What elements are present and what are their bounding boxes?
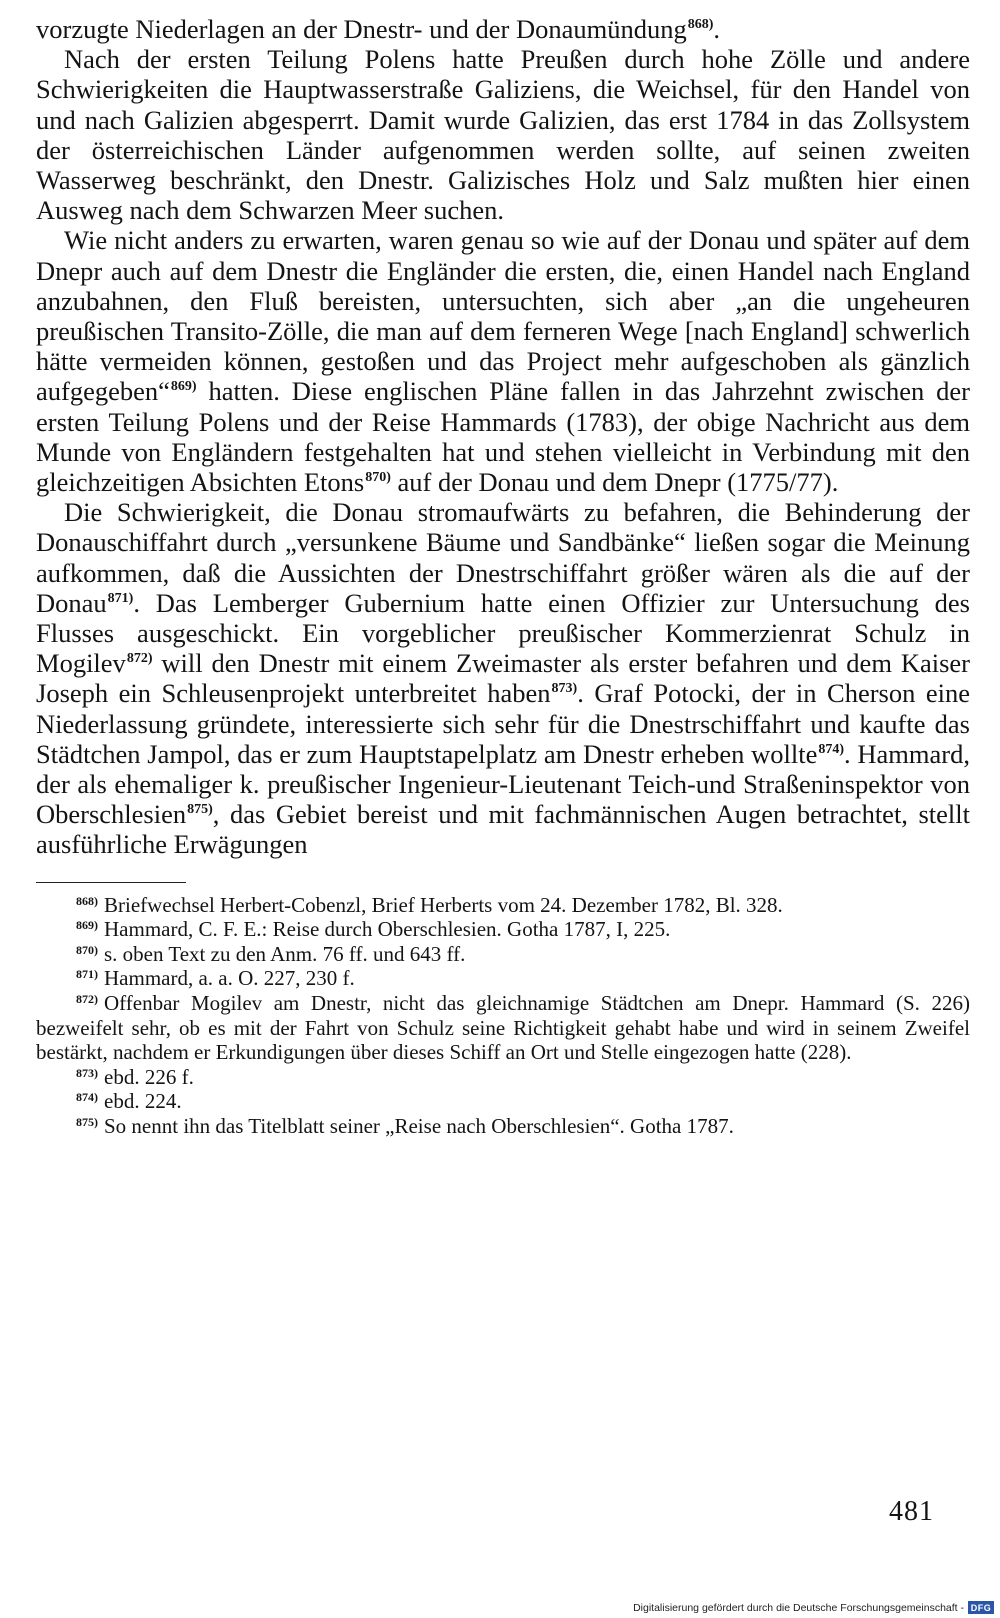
footnote-reference[interactable]: 870) <box>365 470 391 486</box>
footnote-text: Hammard, C. F. E.: Reise durch Oberschlesien. Gotha 1787, I, 225. <box>104 917 671 942</box>
footnote-reference[interactable]: 869) <box>170 379 197 395</box>
footnote-text: s. oben Text zu den Anm. 76 ff. und 643 ff. <box>104 941 466 966</box>
footnotes <box>36 893 970 1139</box>
footnote <box>36 1114 970 1139</box>
footnote <box>36 966 970 991</box>
body-text-segment: . <box>713 14 721 44</box>
footnote-reference[interactable]: 871) <box>107 590 134 606</box>
funding-note <box>633 1601 994 1614</box>
footnote <box>36 1089 970 1114</box>
body-text-segment: . Graf Potocki, der in Cherson eine Niederlassung gründete, interessierte sich sehr für die Dnestrschiffahrt und kaufte das Städtchen Jampol, das er zum Hauptstapelplatz am Dnestr erheben wollte <box>36 678 970 769</box>
footnote-text: Briefwechsel Herbert-Cobenzl, Brief Herberts vom 24. Dezember 1782, Bl. 328. <box>104 892 783 917</box>
footnote-number: 871) <box>76 967 98 982</box>
footnote-text: Hammard, a. a. O. 227, 230 f. <box>104 966 355 991</box>
dfg-logo-icon: DFG <box>968 1601 994 1614</box>
body-paragraph <box>36 225 970 497</box>
body-text-segment: vorzugte Niederlagen an der Dnestr- und der Donaumündung <box>36 14 687 44</box>
body-text-segment: . Das Lemberger Gubernium hatte einen Offizier zur Untersuchung des Flusses ausgeschickt. Ein vorgeblicher preußischer Kommerzienrat Schulz in Mogilev <box>36 587 970 679</box>
footnote-reference[interactable]: 872) <box>126 651 153 667</box>
footnote-text: Offenbar Mogilev am Dnestr, nicht das gleichnamige Städtchen am Dnepr. Hammard (S. 226) bezweifelt sehr, ob es mit der Fahrt von Schulz seine Richtigkeit gehabt habe und wird in seinem Zweifel bestärkt, nachdem er Erkundigungen über dieses Schiff an Ort und Stelle eingezogen hatte (228). <box>36 991 970 1065</box>
body-text-segment: . Hammard, der als ehemaliger k. preußischer Ingenieur-Lieutenant Teich-und Straßeninspektor von Oberschlesien <box>36 738 970 830</box>
body-paragraph <box>36 44 970 225</box>
body-text-segment: hatten. Diese englischen Pläne fallen in das Jahrzehnt zwischen der ersten Teilung Polens und der Reise Hammards (1783), der obige Nachricht aus dem Munde von Engländern festgehalten hat und stehen vielleicht in Verbindung mit den gleichzeitigen Absichten Etons <box>36 376 970 498</box>
footnote-text: So nennt ihn das Titelblatt seiner „Reise nach Oberschlesien“. Gotha 1787. <box>104 1114 734 1139</box>
footnote <box>36 893 970 918</box>
footnote <box>36 917 970 942</box>
footnote-reference[interactable]: 873) <box>551 681 578 697</box>
body-paragraph <box>36 497 970 859</box>
footnote-number: 869) <box>76 918 98 933</box>
page-number: 481 <box>889 1496 934 1527</box>
body-text-segment: will den Dnestr mit einem Zweimaster als erster befahren und dem Kaiser Joseph ein Schleusenprojekt unterbreitet haben <box>36 648 970 709</box>
funding-note-text: Digitalisierung gefördert durch die Deutsche Forschungsgemeinschaft - <box>633 1601 964 1614</box>
footnote-number: 873) <box>76 1065 98 1080</box>
page-content <box>36 14 970 1139</box>
footnote-separator <box>36 882 186 883</box>
footnote-number: 870) <box>76 942 98 957</box>
footnote-number: 872) <box>76 992 98 1007</box>
body-text-segment: Die Schwierigkeit, die Donau stromaufwärts zu befahren, die Behinderung der Donauschiffahrt durch „versunkene Bäume und Sandbänke“ ließen sogar die Meinung aufkommen, daß die Aussichten der Dnestrschiffahrt größer wären als die auf der Donau <box>36 497 970 618</box>
footnote <box>36 991 970 1065</box>
footnote-reference[interactable]: 875) <box>187 802 213 818</box>
footnote <box>36 942 970 967</box>
footnote-text: ebd. 224. <box>104 1089 182 1114</box>
footnote-number: 874) <box>76 1090 98 1105</box>
body-text-segment: Nach der ersten Teilung Polens hatte Preußen durch hohe Zölle und andere Schwierigkeiten die Hauptwasserstraße Galiziens, die Weichsel, für den Handel von und nach Galizien abgesperrt. Damit wurde Galizien, das erst 1784 in das Zollsystem der österreichischen Länder aufgenommen werden sollte, auf seinen zweiten Wasserweg beschränkt, den Dnestr. Galizisches Holz und Salz mußten hier einen Ausweg nach dem Schwarzen Meer suchen. <box>36 44 970 226</box>
footnote <box>36 1065 970 1090</box>
footnote-reference[interactable]: 868) <box>687 17 714 32</box>
body-text-segment: Wie nicht anders zu erwarten, waren genau so wie auf der Donau und später auf dem Dnepr auch auf dem Dnestr die Engländer die ersten, die, einen Handel nach England anzubahnen, den Fluß bereisten, untersuchten, sich aber „an die ungeheuren preußischen Transito-Zölle, die man auf dem ferneren Wege [nach England] schwerlich hätte vermeiden können, gestoßen und das Project mehr aufgeschoben als gänzlich aufgegeben“ <box>36 225 970 407</box>
footnote-reference[interactable]: 874) <box>818 741 845 757</box>
footnote-text: ebd. 226 f. <box>104 1064 194 1089</box>
body-paragraph <box>36 14 970 44</box>
body-text-segment: , das Gebiet bereist und mit fachmännischen Augen betrachtet, stellt ausführliche Erwägungen <box>36 799 970 860</box>
body-text <box>36 14 970 860</box>
footnote-number: 868) <box>76 893 98 908</box>
body-text-segment: auf der Donau und dem Dnepr (1775/77). <box>390 467 839 498</box>
footnote-number: 875) <box>76 1115 98 1130</box>
